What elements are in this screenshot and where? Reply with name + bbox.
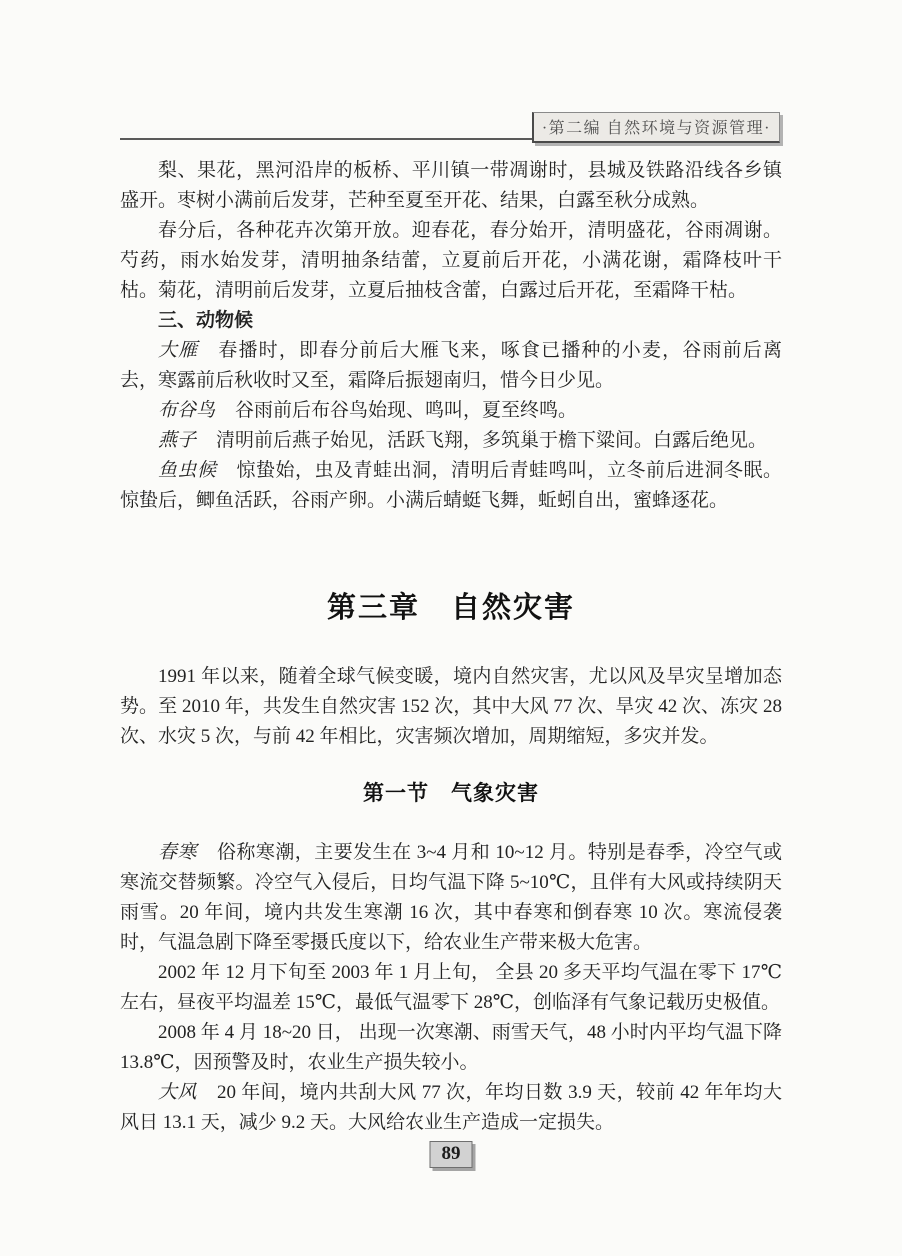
paragraph-event-2002: 2002 年 12 月下旬至 2003 年 1 月上旬， 全县 20 多天平均气温在零下 17℃左右，昼夜平均温差 15℃，最低气温零下 28℃，创临泽有气象记载历史极值。 (120, 962, 782, 1013)
paragraph-carryover: 梨、果花，黑河沿岸的板桥、平川镇一带凋谢时，县城及铁路沿线各乡镇盛开。枣树小满前后发芽，芒种至夏至开花、结果，白露至秋分成熟。 (120, 160, 782, 211)
header-rule (120, 138, 557, 140)
entry-term-spring-cold: 春寒 (158, 842, 197, 863)
entry-text-wild-goose: 春播时，即春分前后大雁飞来，啄食已播种的小麦，谷雨前后离去，寒露前后秋收时又至，霜降后振翅南归，惜今日少见。 (120, 340, 782, 391)
text-column (120, 156, 782, 1138)
entry-wild-goose (120, 336, 782, 396)
section-title: 第一节 气象灾害 (363, 782, 539, 805)
page-number: 89 (441, 1143, 461, 1164)
page-number-box (430, 1141, 473, 1168)
entry-cuckoo (120, 396, 782, 426)
entry-gale (120, 1078, 782, 1138)
entry-text-spring-cold: 俗称寒潮，主要发生在 3~4 月和 10~12 月。特别是春季，冷空气或寒流交替频繁。冷空气入侵后，日均气温下降 5~10℃，且伴有大风或持续阴天雨雪。20 年间，境内共发生寒潮 16 次，其中春寒和倒春寒 10 次。寒流侵袭时，气温急剧下降至零摄氏度以下，给农业生产带来极大危害。 (120, 842, 782, 953)
entry-swallow (120, 426, 782, 456)
entry-term-gale: 大风 (158, 1082, 197, 1103)
chapter-title: 第三章 自然灾害 (326, 592, 575, 624)
entry-term-swallow: 燕子 (158, 430, 197, 451)
entry-term-wild-goose: 大雁 (158, 340, 199, 361)
header-section-label: ·第二编 自然环境与资源管理· (541, 120, 771, 137)
paragraph-chapter-intro: 1991 年以来，随着全球气候变暖，境内自然灾害，尤以风及旱灾呈增加态势。至 2010 年，共发生自然灾害 152 次，其中大风 77 次、旱灾 42 次、冻灾 28 次、水灾 5 次，与前 42 年相比，灾害频次增加，周期缩短，多灾并发。 (120, 666, 782, 747)
entry-text-swallow: 清明前后燕子始见，活跃飞翔，多筑巢于檐下粱间。白露后绝见。 (216, 430, 768, 451)
running-header (0, 112, 902, 142)
entry-fish-insects (120, 456, 782, 516)
entry-text-fish-insects: 惊蛰始，虫及青蛙出洞，清明后青蛙鸣叫，立冬前后进洞冬眠。惊蛰后，鲫鱼活跃，谷雨产卵。小满后蜻蜓飞舞，蚯蚓自出，蜜蜂逐花。 (120, 460, 782, 511)
entry-spring-cold (120, 838, 782, 958)
header-box (532, 112, 780, 143)
paragraph-event-2008: 2008 年 4 月 18~20 日， 出现一次寒潮、雨雪天气，48 小时内平均气温下降 13.8℃，因预警及时，农业生产损失较小。 (120, 1022, 782, 1073)
entry-text-gale: 20 年间，境内共刮大风 77 次，年均日数 3.9 天，较前 42 年年均大风日 13.1 天，减少 9.2 天。大风给农业生产造成一定损失。 (120, 1082, 782, 1133)
entry-term-fish-insects: 鱼虫候 (158, 460, 217, 481)
paragraph-flowers: 春分后，各种花卉次第开放。迎春花，春分始开，清明盛花，谷雨凋谢。芍药，雨水始发芽，清明抽条结蕾，立夏前后开花，小满花谢，霜降枝叶干枯。菊花，清明前后发芽，立夏后抽枝含蕾，白露过后开花，至霜降干枯。 (120, 220, 782, 301)
entry-term-cuckoo: 布谷鸟 (158, 400, 216, 421)
heading-animal-phenology: 三、动物候 (158, 310, 254, 331)
entry-text-cuckoo: 谷雨前后布谷鸟始现、鸣叫，夏至终鸣。 (235, 400, 578, 421)
